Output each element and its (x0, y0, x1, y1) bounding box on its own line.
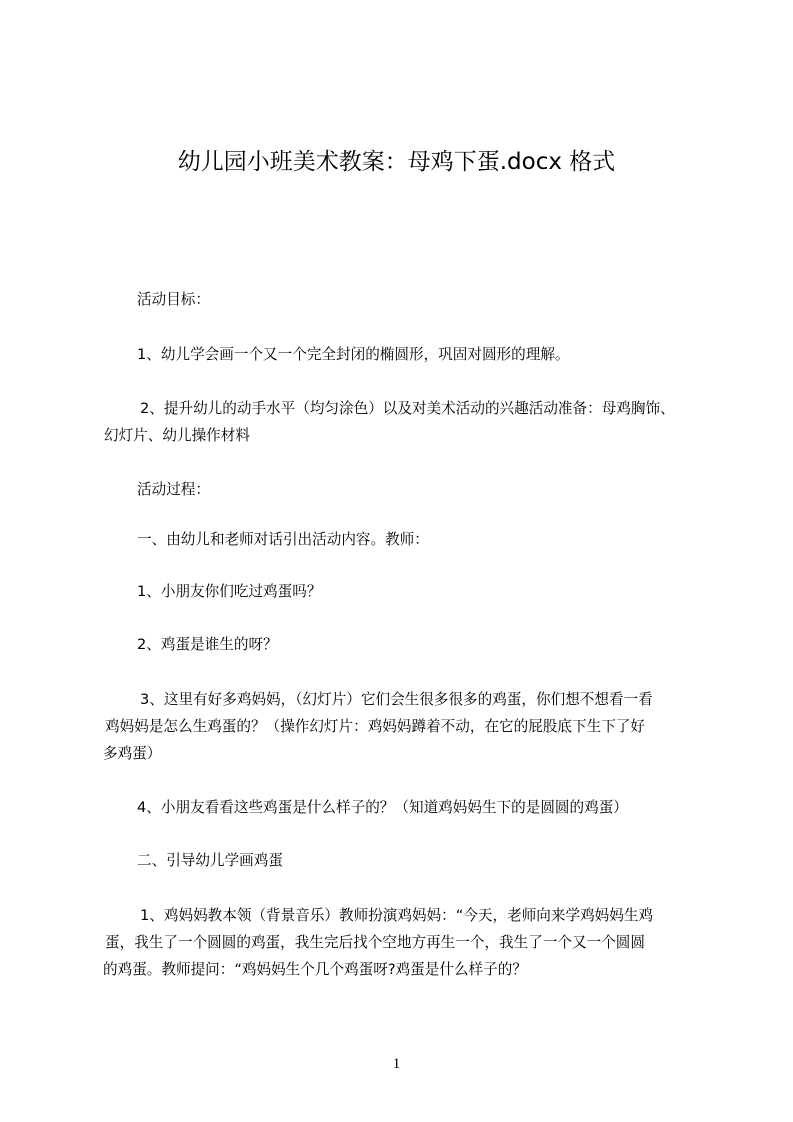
paragraph-line: 一、由幼儿和老师对话引出活动内容。教师： (137, 531, 429, 548)
paragraph-line: 活动目标： (137, 291, 210, 308)
paragraph-line: 1、小朋友你们吃过鸡蛋吗？ (137, 583, 322, 600)
paragraph-line: 2、鸡蛋是谁生的呀？ (137, 636, 278, 653)
paragraph-line: 二、引导幼儿学画鸡蛋 (137, 852, 283, 869)
paragraph-line: 2、提升幼儿的动手水平（均匀涂色）以及对美术活动的兴趣活动准备：母鸡胸饰、 (140, 400, 675, 417)
paragraph-line: 活动过程： (137, 481, 210, 498)
paragraph-line: 幻灯片、幼儿操作材料 (104, 427, 250, 444)
paragraph-line: 1、幼儿学会画一个又一个完全封闭的椭圆形，巩固对圆形的理解。 (137, 346, 570, 363)
document-title: 幼儿园小班美术教案：母鸡下蛋.docx 格式 (177, 149, 616, 175)
page-number: 1 (392, 1056, 401, 1072)
paragraph-line: 的鸡蛋。教师提问：“鸡妈妈生个几个鸡蛋呀?鸡蛋是什么样子的？ (103, 961, 527, 978)
paragraph-line: 蛋，我生了一个圆圆的鸡蛋，我生完后找个空地方再生一个，我生了一个又一个圆圆 (105, 934, 645, 951)
paragraph-line: 鸡妈妈是怎么生鸡蛋的？（操作幻灯片：鸡妈妈蹲着不动，在它的屁股底下生下了好 (105, 718, 645, 735)
paragraph-line: 1、鸡妈妈教本领（背景音乐）教师扮演鸡妈妈：“今天，老师向来学鸡妈妈生鸡 (140, 907, 654, 924)
paragraph-line: 3、这里有好多鸡妈妈，（幻灯片）它们会生很多很多的鸡蛋，你们想不想看一看 (140, 691, 653, 708)
paragraph-line: 多鸡蛋） (103, 745, 162, 762)
paragraph-line: 4、小朋友看看这些鸡蛋是什么样子的？（知道鸡妈妈生下的是圆圆的鸡蛋） (137, 799, 628, 816)
